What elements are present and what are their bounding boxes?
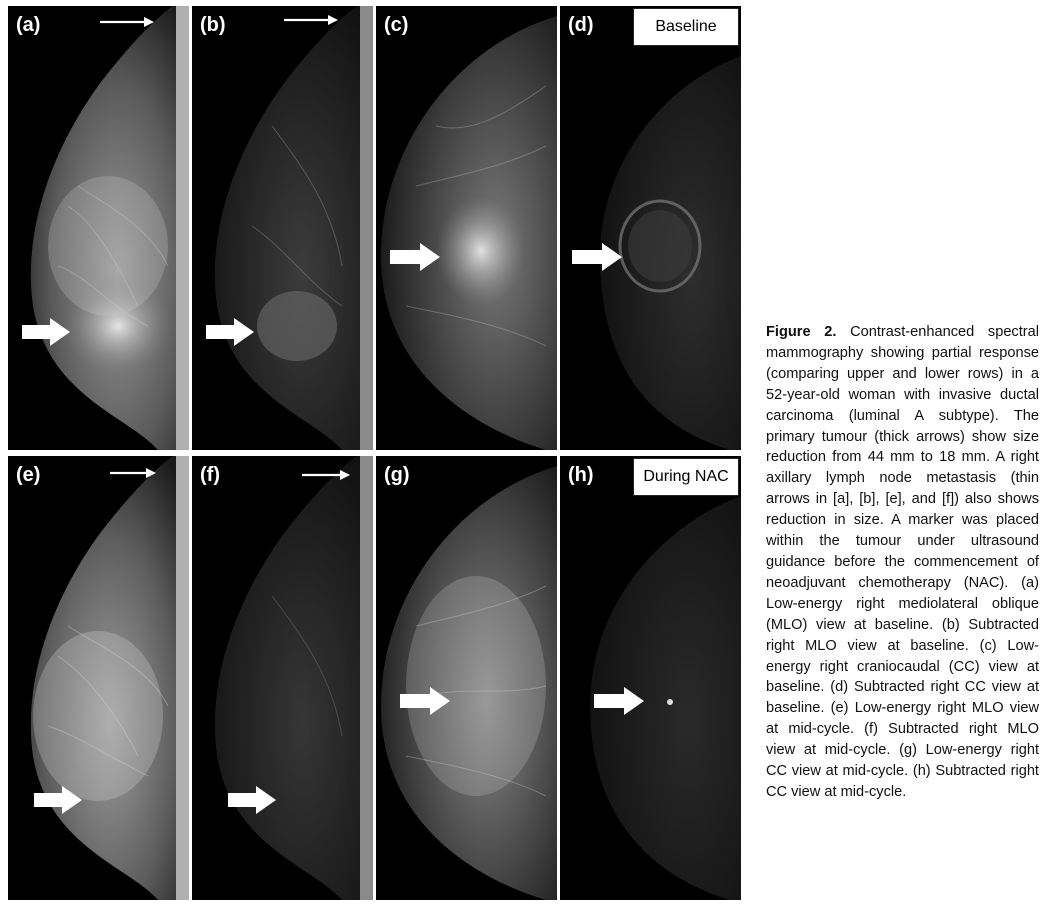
baseline-tag: Baseline [633, 8, 739, 46]
mammogram-b-image [192, 6, 373, 450]
panel-label-b: (b) [200, 14, 226, 36]
panel-label-e: (e) [16, 464, 41, 486]
mammogram-g-image [376, 456, 557, 900]
panel-label-a: (a) [16, 14, 41, 36]
panel-a [8, 6, 189, 450]
panel-label-d: (d) [568, 14, 594, 36]
panel-label-g: (g) [384, 464, 410, 486]
mammogram-f-image [192, 456, 373, 900]
figure-caption [766, 322, 1039, 803]
panel-g [376, 456, 557, 900]
panel-label-h: (h) [568, 464, 594, 486]
mammogram-d-image [560, 6, 741, 450]
figure-caption-text: Contrast-enhanced spectral mammography showing partial response (comparing upper and lower rows) in a 52-year-old woman with invasive ductal carcinoma (luminal A subtype). The primary tumour (thick arrows) show size reduction from 44 mm to 18 mm. A right axillary lymph node metastasis (thin arrows in [a], [b], [e], and [f]) also shows reduction in size. A marker was placed within the tumour under ultrasound guidance before the commencement of neoadjuvant chemotherapy (NAC). (a) Low-energy right mediolateral oblique (MLO) view at baseline. (b) Subtracted right MLO view at baseline. (c) Low-energy right craniocaudal (CC) view at baseline. (d) Subtracted right CC view at baseline. (e) Low-energy right MLO view at mid-cycle. (f) Subtracted right MLO view at mid-cycle. (g) Low-energy right CC view at mid-cycle. (h) Subtracted right CC view at mid-cycle. [766, 324, 1040, 800]
panel-f [192, 456, 373, 900]
figure-title: Figure 2. [766, 324, 851, 340]
panel-b [192, 6, 373, 450]
panel-label-f: (f) [200, 464, 220, 486]
mammogram-e-image [8, 456, 189, 900]
panel-c [376, 6, 557, 450]
panel-h [560, 456, 741, 900]
panel-label-c: (c) [384, 14, 409, 36]
mammogram-h-image [560, 456, 741, 900]
figure-panels [8, 6, 744, 904]
mammogram-c-image [376, 6, 557, 450]
mammogram-a-image [8, 6, 189, 450]
during-nac-tag: During NAC [633, 458, 739, 496]
panel-d [560, 6, 741, 450]
panel-e [8, 456, 189, 900]
